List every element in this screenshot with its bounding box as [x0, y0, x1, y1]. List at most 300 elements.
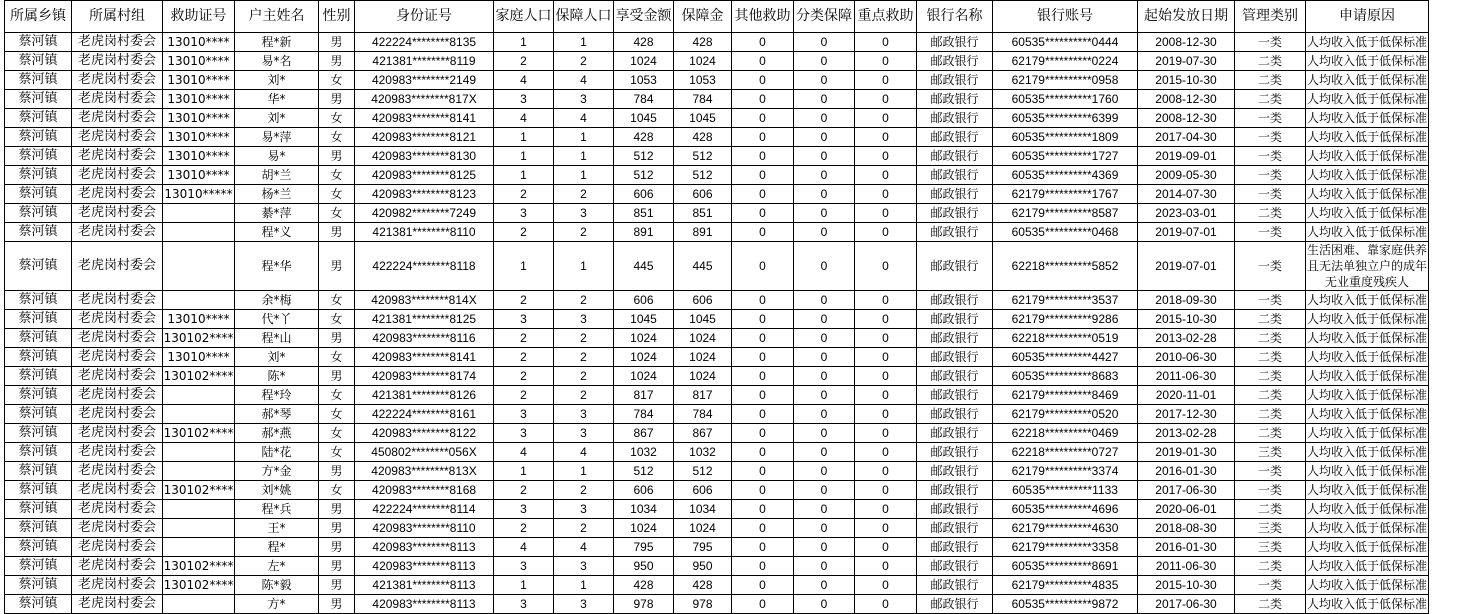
- cell-town: 蔡河镇: [5, 166, 72, 185]
- cell-benefit-amount: 428: [614, 576, 674, 595]
- cell-benefit-amount: 950: [614, 557, 674, 576]
- cell-head-name: 程*新: [235, 33, 319, 52]
- table-row: [5, 348, 1429, 367]
- cell-start-date: 2016-01-30: [1138, 462, 1235, 481]
- cell-family-size: 3: [494, 595, 554, 614]
- cell-family-size: 2: [494, 481, 554, 500]
- cell-reason: 人均收入低于低保标准: [1306, 348, 1429, 367]
- cell-other-aid: 0: [732, 386, 794, 405]
- cell-id-number: 421381********8119: [355, 52, 494, 71]
- cell-town: 蔡河镇: [5, 595, 72, 614]
- cell-bank-account: 62179**********0520: [993, 405, 1138, 424]
- cell-benefit-amount: 1045: [614, 310, 674, 329]
- table-row: [5, 519, 1429, 538]
- cell-town: 蔡河镇: [5, 424, 72, 443]
- cell-town: 蔡河镇: [5, 386, 72, 405]
- cell-category-aid: 0: [794, 538, 855, 557]
- cell-start-date: 2010-06-30: [1138, 348, 1235, 367]
- cell-aid-cert-no: [163, 500, 235, 519]
- cell-head-name: 郝*燕: [235, 424, 319, 443]
- cell-covered-size: 4: [554, 71, 614, 90]
- cell-other-aid: 0: [732, 185, 794, 204]
- cell-other-aid: 0: [732, 576, 794, 595]
- cell-village: 老虎岗村委会: [72, 128, 163, 147]
- cell-key-aid: 0: [855, 576, 917, 595]
- cell-category-aid: 0: [794, 405, 855, 424]
- cell-other-aid: 0: [732, 242, 794, 291]
- cell-category-aid: 0: [794, 204, 855, 223]
- cell-benefit-amount: 1024: [614, 367, 674, 386]
- cell-reason: 人均收入低于低保标准: [1306, 443, 1429, 462]
- cell-reason: 人均收入低于低保标准: [1306, 166, 1429, 185]
- cell-town: 蔡河镇: [5, 557, 72, 576]
- cell-village: 老虎岗村委会: [72, 481, 163, 500]
- cell-mgmt-category: 二类: [1235, 557, 1306, 576]
- cell-village: 老虎岗村委会: [72, 185, 163, 204]
- cell-town: 蔡河镇: [5, 291, 72, 310]
- cell-bank-account: 60535**********1727: [993, 147, 1138, 166]
- cell-reason: 人均收入低于低保标准: [1306, 462, 1429, 481]
- header-gender: 性别: [319, 1, 355, 33]
- cell-covered-size: 1: [554, 147, 614, 166]
- cell-id-number: 420982********7249: [355, 204, 494, 223]
- cell-id-number: 420983********8121: [355, 128, 494, 147]
- cell-village: 老虎岗村委会: [72, 576, 163, 595]
- cell-benefit-amount: 1034: [614, 500, 674, 519]
- cell-category-aid: 0: [794, 52, 855, 71]
- cell-benefit-amount: 428: [614, 128, 674, 147]
- cell-id-number: 420983********8113: [355, 557, 494, 576]
- cell-allowance: 1024: [674, 329, 732, 348]
- cell-family-size: 2: [494, 185, 554, 204]
- cell-benefit-amount: 606: [614, 291, 674, 310]
- cell-head-name: 王*: [235, 519, 319, 538]
- cell-mgmt-category: 二类: [1235, 329, 1306, 348]
- cell-key-aid: 0: [855, 71, 917, 90]
- cell-gender: 女: [319, 166, 355, 185]
- cell-start-date: 2017-06-30: [1138, 481, 1235, 500]
- cell-covered-size: 2: [554, 481, 614, 500]
- cell-bank-name: 邮政银行: [917, 204, 993, 223]
- cell-reason: 人均收入低于低保标准: [1306, 33, 1429, 52]
- cell-head-name: 刘*姚: [235, 481, 319, 500]
- cell-allowance: 1045: [674, 109, 732, 128]
- cell-village: 老虎岗村委会: [72, 386, 163, 405]
- header-category-aid: 分类保障: [794, 1, 855, 33]
- cell-bank-name: 邮政银行: [917, 291, 993, 310]
- cell-bank-name: 邮政银行: [917, 71, 993, 90]
- cell-aid-cert-no: 13010****: [163, 166, 235, 185]
- cell-other-aid: 0: [732, 405, 794, 424]
- cell-allowance: 784: [674, 405, 732, 424]
- cell-gender: 男: [319, 329, 355, 348]
- table-row: [5, 367, 1429, 386]
- cell-key-aid: 0: [855, 223, 917, 242]
- cell-head-name: 余*梅: [235, 291, 319, 310]
- header-village: 所属村组: [72, 1, 163, 33]
- cell-benefit-amount: 445: [614, 242, 674, 291]
- cell-reason: 人均收入低于低保标准: [1306, 109, 1429, 128]
- table-row: [5, 329, 1429, 348]
- cell-allowance: 867: [674, 424, 732, 443]
- cell-gender: 女: [319, 71, 355, 90]
- cell-town: 蔡河镇: [5, 33, 72, 52]
- cell-start-date: 2018-09-30: [1138, 291, 1235, 310]
- cell-id-number: 420983********8168: [355, 481, 494, 500]
- cell-covered-size: 3: [554, 90, 614, 109]
- cell-key-aid: 0: [855, 90, 917, 109]
- cell-mgmt-category: 一类: [1235, 576, 1306, 595]
- cell-head-name: 刘*: [235, 71, 319, 90]
- data-table: [4, 0, 1429, 614]
- cell-gender: 男: [319, 462, 355, 481]
- cell-category-aid: 0: [794, 424, 855, 443]
- cell-category-aid: 0: [794, 128, 855, 147]
- table-row: [5, 500, 1429, 519]
- cell-mgmt-category: 二类: [1235, 595, 1306, 614]
- cell-id-number: 420983********817X: [355, 90, 494, 109]
- cell-start-date: 2019-07-01: [1138, 223, 1235, 242]
- cell-mgmt-category: 一类: [1235, 185, 1306, 204]
- header-start-date: 起始发放日期: [1138, 1, 1235, 33]
- cell-start-date: 2015-10-30: [1138, 71, 1235, 90]
- cell-covered-size: 2: [554, 52, 614, 71]
- cell-key-aid: 0: [855, 500, 917, 519]
- cell-bank-name: 邮政银行: [917, 329, 993, 348]
- cell-bank-account: 62179**********4630: [993, 519, 1138, 538]
- table-row: [5, 71, 1429, 90]
- cell-reason: 人均收入低于低保标准: [1306, 310, 1429, 329]
- cell-other-aid: 0: [732, 595, 794, 614]
- cell-key-aid: 0: [855, 242, 917, 291]
- cell-head-name: 方*金: [235, 462, 319, 481]
- header-id-number: 身份证号: [355, 1, 494, 33]
- cell-bank-name: 邮政银行: [917, 166, 993, 185]
- cell-bank-name: 邮政银行: [917, 185, 993, 204]
- cell-benefit-amount: 512: [614, 462, 674, 481]
- cell-village: 老虎岗村委会: [72, 291, 163, 310]
- cell-id-number: 420983********8130: [355, 147, 494, 166]
- cell-start-date: 2020-06-01: [1138, 500, 1235, 519]
- cell-family-size: 4: [494, 443, 554, 462]
- cell-head-name: 方*: [235, 595, 319, 614]
- cell-key-aid: 0: [855, 462, 917, 481]
- cell-town: 蔡河镇: [5, 481, 72, 500]
- cell-head-name: 陈*毅: [235, 576, 319, 595]
- cell-bank-account: 60535**********8691: [993, 557, 1138, 576]
- cell-bank-name: 邮政银行: [917, 500, 993, 519]
- cell-aid-cert-no: [163, 291, 235, 310]
- cell-reason: 人均收入低于低保标准: [1306, 576, 1429, 595]
- cell-aid-cert-no: 130102****: [163, 329, 235, 348]
- cell-family-size: 3: [494, 90, 554, 109]
- cell-allowance: 606: [674, 481, 732, 500]
- cell-town: 蔡河镇: [5, 52, 72, 71]
- cell-bank-account: 62218**********0727: [993, 443, 1138, 462]
- cell-aid-cert-no: [163, 405, 235, 424]
- cell-allowance: 1053: [674, 71, 732, 90]
- cell-allowance: 606: [674, 185, 732, 204]
- cell-gender: 男: [319, 519, 355, 538]
- cell-aid-cert-no: 13010*****: [163, 185, 235, 204]
- cell-covered-size: 2: [554, 185, 614, 204]
- cell-reason: 人均收入低于低保标准: [1306, 329, 1429, 348]
- cell-family-size: 3: [494, 405, 554, 424]
- cell-id-number: 420983********8113: [355, 538, 494, 557]
- cell-aid-cert-no: [163, 242, 235, 291]
- cell-aid-cert-no: 130102****: [163, 576, 235, 595]
- cell-covered-size: 2: [554, 519, 614, 538]
- cell-aid-cert-no: 13010****: [163, 147, 235, 166]
- cell-gender: 男: [319, 223, 355, 242]
- cell-other-aid: 0: [732, 109, 794, 128]
- cell-start-date: 2019-09-01: [1138, 147, 1235, 166]
- cell-family-size: 4: [494, 538, 554, 557]
- cell-covered-size: 1: [554, 462, 614, 481]
- table-row: [5, 443, 1429, 462]
- cell-id-number: 421381********8110: [355, 223, 494, 242]
- cell-reason: 人均收入低于低保标准: [1306, 223, 1429, 242]
- cell-head-name: 左*: [235, 557, 319, 576]
- cell-family-size: 2: [494, 329, 554, 348]
- cell-other-aid: 0: [732, 223, 794, 242]
- cell-village: 老虎岗村委会: [72, 242, 163, 291]
- cell-reason: 人均收入低于低保标准: [1306, 405, 1429, 424]
- cell-benefit-amount: 606: [614, 481, 674, 500]
- cell-benefit-amount: 1032: [614, 443, 674, 462]
- table-row: [5, 386, 1429, 405]
- cell-bank-account: 62218**********5852: [993, 242, 1138, 291]
- cell-village: 老虎岗村委会: [72, 348, 163, 367]
- cell-id-number: 420983********8141: [355, 348, 494, 367]
- cell-head-name: 程*华: [235, 242, 319, 291]
- cell-bank-account: 60535**********9872: [993, 595, 1138, 614]
- cell-covered-size: 2: [554, 223, 614, 242]
- cell-start-date: 2011-06-30: [1138, 367, 1235, 386]
- cell-village: 老虎岗村委会: [72, 595, 163, 614]
- cell-key-aid: 0: [855, 595, 917, 614]
- cell-benefit-amount: 512: [614, 166, 674, 185]
- header-covered-size: 保障人口: [554, 1, 614, 33]
- cell-category-aid: 0: [794, 462, 855, 481]
- cell-category-aid: 0: [794, 367, 855, 386]
- cell-key-aid: 0: [855, 557, 917, 576]
- cell-gender: 男: [319, 367, 355, 386]
- cell-start-date: 2008-12-30: [1138, 33, 1235, 52]
- cell-benefit-amount: 891: [614, 223, 674, 242]
- cell-category-aid: 0: [794, 291, 855, 310]
- cell-category-aid: 0: [794, 481, 855, 500]
- cell-benefit-amount: 784: [614, 90, 674, 109]
- cell-family-size: 2: [494, 386, 554, 405]
- cell-mgmt-category: 二类: [1235, 204, 1306, 223]
- cell-reason: 人均收入低于低保标准: [1306, 481, 1429, 500]
- cell-covered-size: 3: [554, 595, 614, 614]
- cell-category-aid: 0: [794, 557, 855, 576]
- cell-bank-name: 邮政银行: [917, 109, 993, 128]
- cell-covered-size: 4: [554, 109, 614, 128]
- cell-mgmt-category: 三类: [1235, 538, 1306, 557]
- cell-mgmt-category: 一类: [1235, 223, 1306, 242]
- cell-head-name: 程*山: [235, 329, 319, 348]
- cell-town: 蔡河镇: [5, 348, 72, 367]
- cell-reason: 人均收入低于低保标准: [1306, 557, 1429, 576]
- cell-town: 蔡河镇: [5, 519, 72, 538]
- cell-key-aid: 0: [855, 109, 917, 128]
- cell-reason: 人均收入低于低保标准: [1306, 204, 1429, 223]
- cell-aid-cert-no: 13010****: [163, 348, 235, 367]
- cell-town: 蔡河镇: [5, 242, 72, 291]
- cell-other-aid: 0: [732, 166, 794, 185]
- header-bank-name: 银行名称: [917, 1, 993, 33]
- cell-mgmt-category: 二类: [1235, 310, 1306, 329]
- cell-key-aid: 0: [855, 310, 917, 329]
- cell-covered-size: 3: [554, 310, 614, 329]
- cell-town: 蔡河镇: [5, 147, 72, 166]
- cell-town: 蔡河镇: [5, 185, 72, 204]
- cell-bank-name: 邮政银行: [917, 557, 993, 576]
- cell-town: 蔡河镇: [5, 109, 72, 128]
- cell-mgmt-category: 二类: [1235, 52, 1306, 71]
- cell-covered-size: 1: [554, 33, 614, 52]
- cell-id-number: 421381********8126: [355, 386, 494, 405]
- cell-gender: 女: [319, 185, 355, 204]
- cell-start-date: 2011-06-30: [1138, 557, 1235, 576]
- cell-bank-account: 60535**********1809: [993, 128, 1138, 147]
- cell-family-size: 1: [494, 33, 554, 52]
- table-header: [5, 1, 1429, 33]
- cell-key-aid: 0: [855, 204, 917, 223]
- cell-category-aid: 0: [794, 500, 855, 519]
- cell-gender: 女: [319, 481, 355, 500]
- cell-start-date: 2018-08-30: [1138, 519, 1235, 538]
- cell-allowance: 428: [674, 33, 732, 52]
- cell-other-aid: 0: [732, 557, 794, 576]
- cell-reason: 人均收入低于低保标准: [1306, 595, 1429, 614]
- cell-gender: 女: [319, 348, 355, 367]
- cell-village: 老虎岗村委会: [72, 204, 163, 223]
- cell-id-number: 421381********8125: [355, 310, 494, 329]
- cell-allowance: 1034: [674, 500, 732, 519]
- cell-covered-size: 3: [554, 204, 614, 223]
- cell-head-name: 程*: [235, 538, 319, 557]
- cell-covered-size: 4: [554, 443, 614, 462]
- cell-aid-cert-no: [163, 462, 235, 481]
- cell-mgmt-category: 二类: [1235, 386, 1306, 405]
- cell-id-number: 420983********8141: [355, 109, 494, 128]
- cell-town: 蔡河镇: [5, 310, 72, 329]
- cell-benefit-amount: 978: [614, 595, 674, 614]
- cell-id-number: 420983********8116: [355, 329, 494, 348]
- table-row: [5, 538, 1429, 557]
- cell-reason: 人均收入低于低保标准: [1306, 291, 1429, 310]
- cell-head-name: 綦*萍: [235, 204, 319, 223]
- cell-bank-account: 62179**********0224: [993, 52, 1138, 71]
- cell-town: 蔡河镇: [5, 204, 72, 223]
- cell-start-date: 2019-01-30: [1138, 443, 1235, 462]
- cell-benefit-amount: 1053: [614, 71, 674, 90]
- table-row: [5, 204, 1429, 223]
- cell-head-name: 易*: [235, 147, 319, 166]
- cell-village: 老虎岗村委会: [72, 367, 163, 386]
- cell-benefit-amount: 1045: [614, 109, 674, 128]
- cell-bank-name: 邮政银行: [917, 52, 993, 71]
- cell-category-aid: 0: [794, 166, 855, 185]
- cell-id-number: 420983********8122: [355, 424, 494, 443]
- cell-category-aid: 0: [794, 109, 855, 128]
- cell-head-name: 程*玲: [235, 386, 319, 405]
- cell-gender: 男: [319, 595, 355, 614]
- cell-allowance: 1024: [674, 367, 732, 386]
- cell-gender: 女: [319, 128, 355, 147]
- cell-family-size: 3: [494, 204, 554, 223]
- cell-reason: 人均收入低于低保标准: [1306, 386, 1429, 405]
- cell-reason: 人均收入低于低保标准: [1306, 519, 1429, 538]
- cell-covered-size: 3: [554, 424, 614, 443]
- cell-gender: 男: [319, 147, 355, 166]
- cell-allowance: 606: [674, 291, 732, 310]
- cell-benefit-amount: 1024: [614, 329, 674, 348]
- cell-mgmt-category: 二类: [1235, 367, 1306, 386]
- cell-town: 蔡河镇: [5, 443, 72, 462]
- cell-mgmt-category: 二类: [1235, 500, 1306, 519]
- cell-bank-account: 60535**********6399: [993, 109, 1138, 128]
- cell-covered-size: 2: [554, 329, 614, 348]
- cell-start-date: 2014-07-30: [1138, 185, 1235, 204]
- cell-bank-name: 邮政银行: [917, 443, 993, 462]
- cell-allowance: 978: [674, 595, 732, 614]
- cell-aid-cert-no: 130102****: [163, 557, 235, 576]
- cell-start-date: 2017-06-30: [1138, 595, 1235, 614]
- cell-family-size: 1: [494, 128, 554, 147]
- cell-allowance: 512: [674, 166, 732, 185]
- header-aid-cert-no: 救助证号: [163, 1, 235, 33]
- cell-covered-size: 2: [554, 386, 614, 405]
- cell-gender: 女: [319, 405, 355, 424]
- cell-mgmt-category: 二类: [1235, 424, 1306, 443]
- cell-key-aid: 0: [855, 33, 917, 52]
- cell-id-number: 422224********8135: [355, 33, 494, 52]
- cell-aid-cert-no: 130102****: [163, 367, 235, 386]
- cell-family-size: 1: [494, 462, 554, 481]
- cell-id-number: 420983********8123: [355, 185, 494, 204]
- cell-category-aid: 0: [794, 33, 855, 52]
- cell-bank-name: 邮政银行: [917, 405, 993, 424]
- cell-town: 蔡河镇: [5, 128, 72, 147]
- cell-family-size: 2: [494, 519, 554, 538]
- cell-gender: 男: [319, 90, 355, 109]
- cell-covered-size: 1: [554, 128, 614, 147]
- table-body: [5, 33, 1429, 614]
- cell-bank-name: 邮政银行: [917, 348, 993, 367]
- cell-other-aid: 0: [732, 462, 794, 481]
- cell-reason: 人均收入低于低保标准: [1306, 185, 1429, 204]
- cell-mgmt-category: 二类: [1235, 405, 1306, 424]
- header-key-aid: 重点救助: [855, 1, 917, 33]
- cell-village: 老虎岗村委会: [72, 557, 163, 576]
- cell-key-aid: 0: [855, 424, 917, 443]
- cell-start-date: 2019-07-01: [1138, 242, 1235, 291]
- cell-gender: 男: [319, 500, 355, 519]
- cell-aid-cert-no: 13010****: [163, 90, 235, 109]
- cell-category-aid: 0: [794, 223, 855, 242]
- cell-village: 老虎岗村委会: [72, 462, 163, 481]
- cell-bank-name: 邮政银行: [917, 147, 993, 166]
- cell-bank-account: 62179**********3374: [993, 462, 1138, 481]
- cell-village: 老虎岗村委会: [72, 519, 163, 538]
- cell-allowance: 512: [674, 462, 732, 481]
- cell-bank-account: 62179**********8469: [993, 386, 1138, 405]
